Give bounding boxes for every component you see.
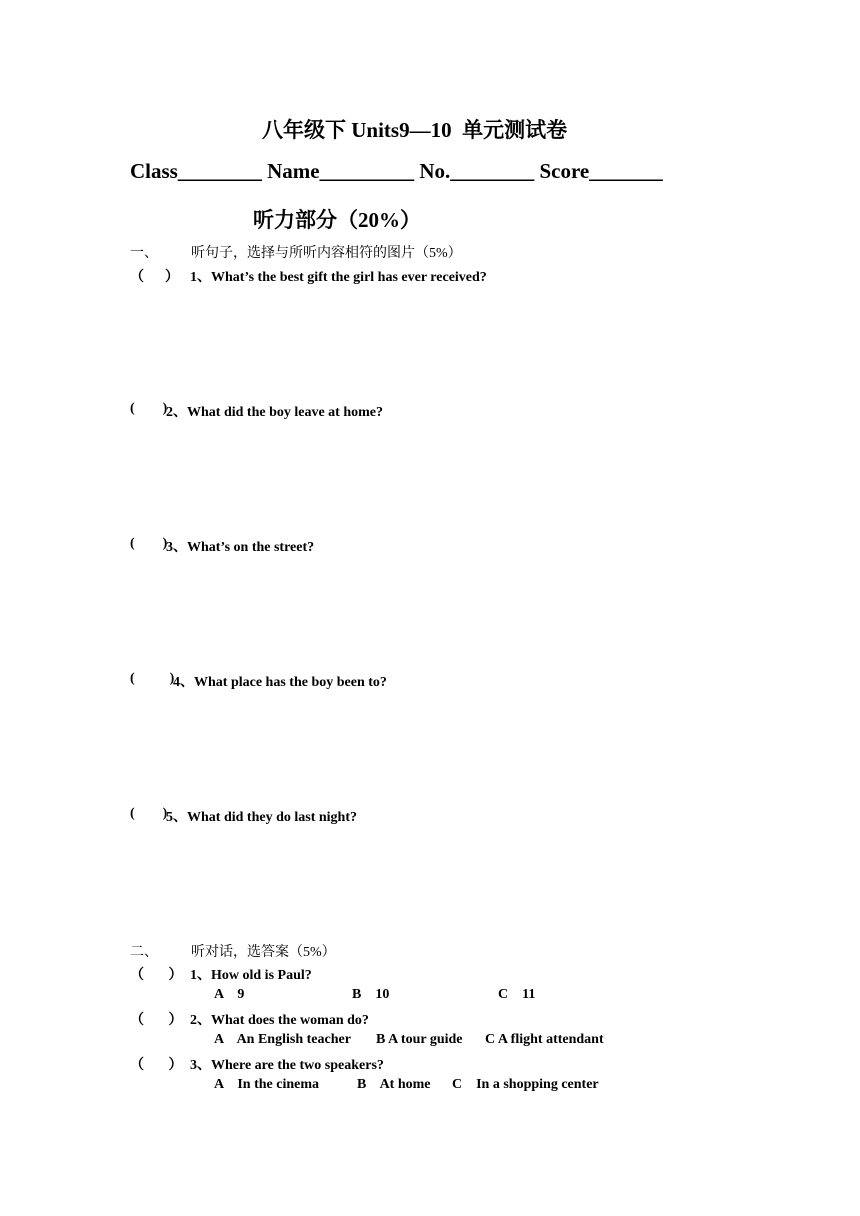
- s2-q2-option-a: A An English teacher: [214, 1032, 351, 1047]
- s2-q3-answer-blank[interactable]: （ ）: [130, 1058, 183, 1073]
- section2-number: 二、: [130, 945, 158, 960]
- s1-q1-text: 1、What’s the best gift the girl has ever received?: [190, 270, 487, 285]
- s2-q1-option-c: C 11: [498, 987, 536, 1002]
- s2-q1-answer-blank[interactable]: （ ）: [130, 968, 183, 983]
- s1-q5-answer-blank[interactable]: ( ): [130, 806, 168, 821]
- s2-q2-answer-blank[interactable]: （ ）: [130, 1013, 183, 1028]
- s1-q3-text: 3、What’s on the street?: [166, 540, 315, 555]
- s2-q3-option-c: C In a shopping center: [452, 1077, 599, 1092]
- section1-instruction: 听句子，选择与所听内容相符的图片（5%）: [191, 246, 462, 261]
- s1-q5-text: 5、What did they do last night?: [166, 810, 357, 825]
- s2-q1-text: 1、How old is Paul?: [190, 968, 312, 983]
- section1-number: 一、: [130, 246, 158, 261]
- s1-q2-text: 2、What did the boy leave at home?: [166, 405, 383, 420]
- s1-q3-answer-blank[interactable]: ( ): [130, 536, 168, 551]
- s1-q4-answer-blank[interactable]: ( ): [130, 671, 175, 686]
- s2-q3-option-b: B At home: [357, 1077, 431, 1092]
- s1-q4-text: 4、What place has the boy been to?: [173, 675, 387, 690]
- s2-q3-option-a: A In the cinema: [214, 1077, 319, 1092]
- section2-instruction: 听对话，选答案（5%）: [191, 945, 336, 960]
- s2-q2-option-c: C A flight attendant: [485, 1032, 604, 1047]
- student-info-line: Class________ Name_________ No.________ Score_______: [130, 159, 663, 183]
- s2-q1-option-b: B 10: [352, 987, 390, 1002]
- s1-q2-answer-blank[interactable]: ( ): [130, 401, 168, 416]
- s1-q1-answer-blank[interactable]: （ ）: [130, 270, 179, 285]
- s2-q2-option-b: B A tour guide: [376, 1032, 463, 1047]
- page-title: 八年级下 Units9—10 单元测试卷: [262, 118, 568, 142]
- listening-section-heading: 听力部分（20%）: [253, 208, 421, 232]
- s2-q3-text: 3、Where are the two speakers?: [190, 1058, 384, 1073]
- s2-q1-option-a: A 9: [214, 987, 245, 1002]
- s2-q2-text: 2、What does the woman do?: [190, 1013, 369, 1028]
